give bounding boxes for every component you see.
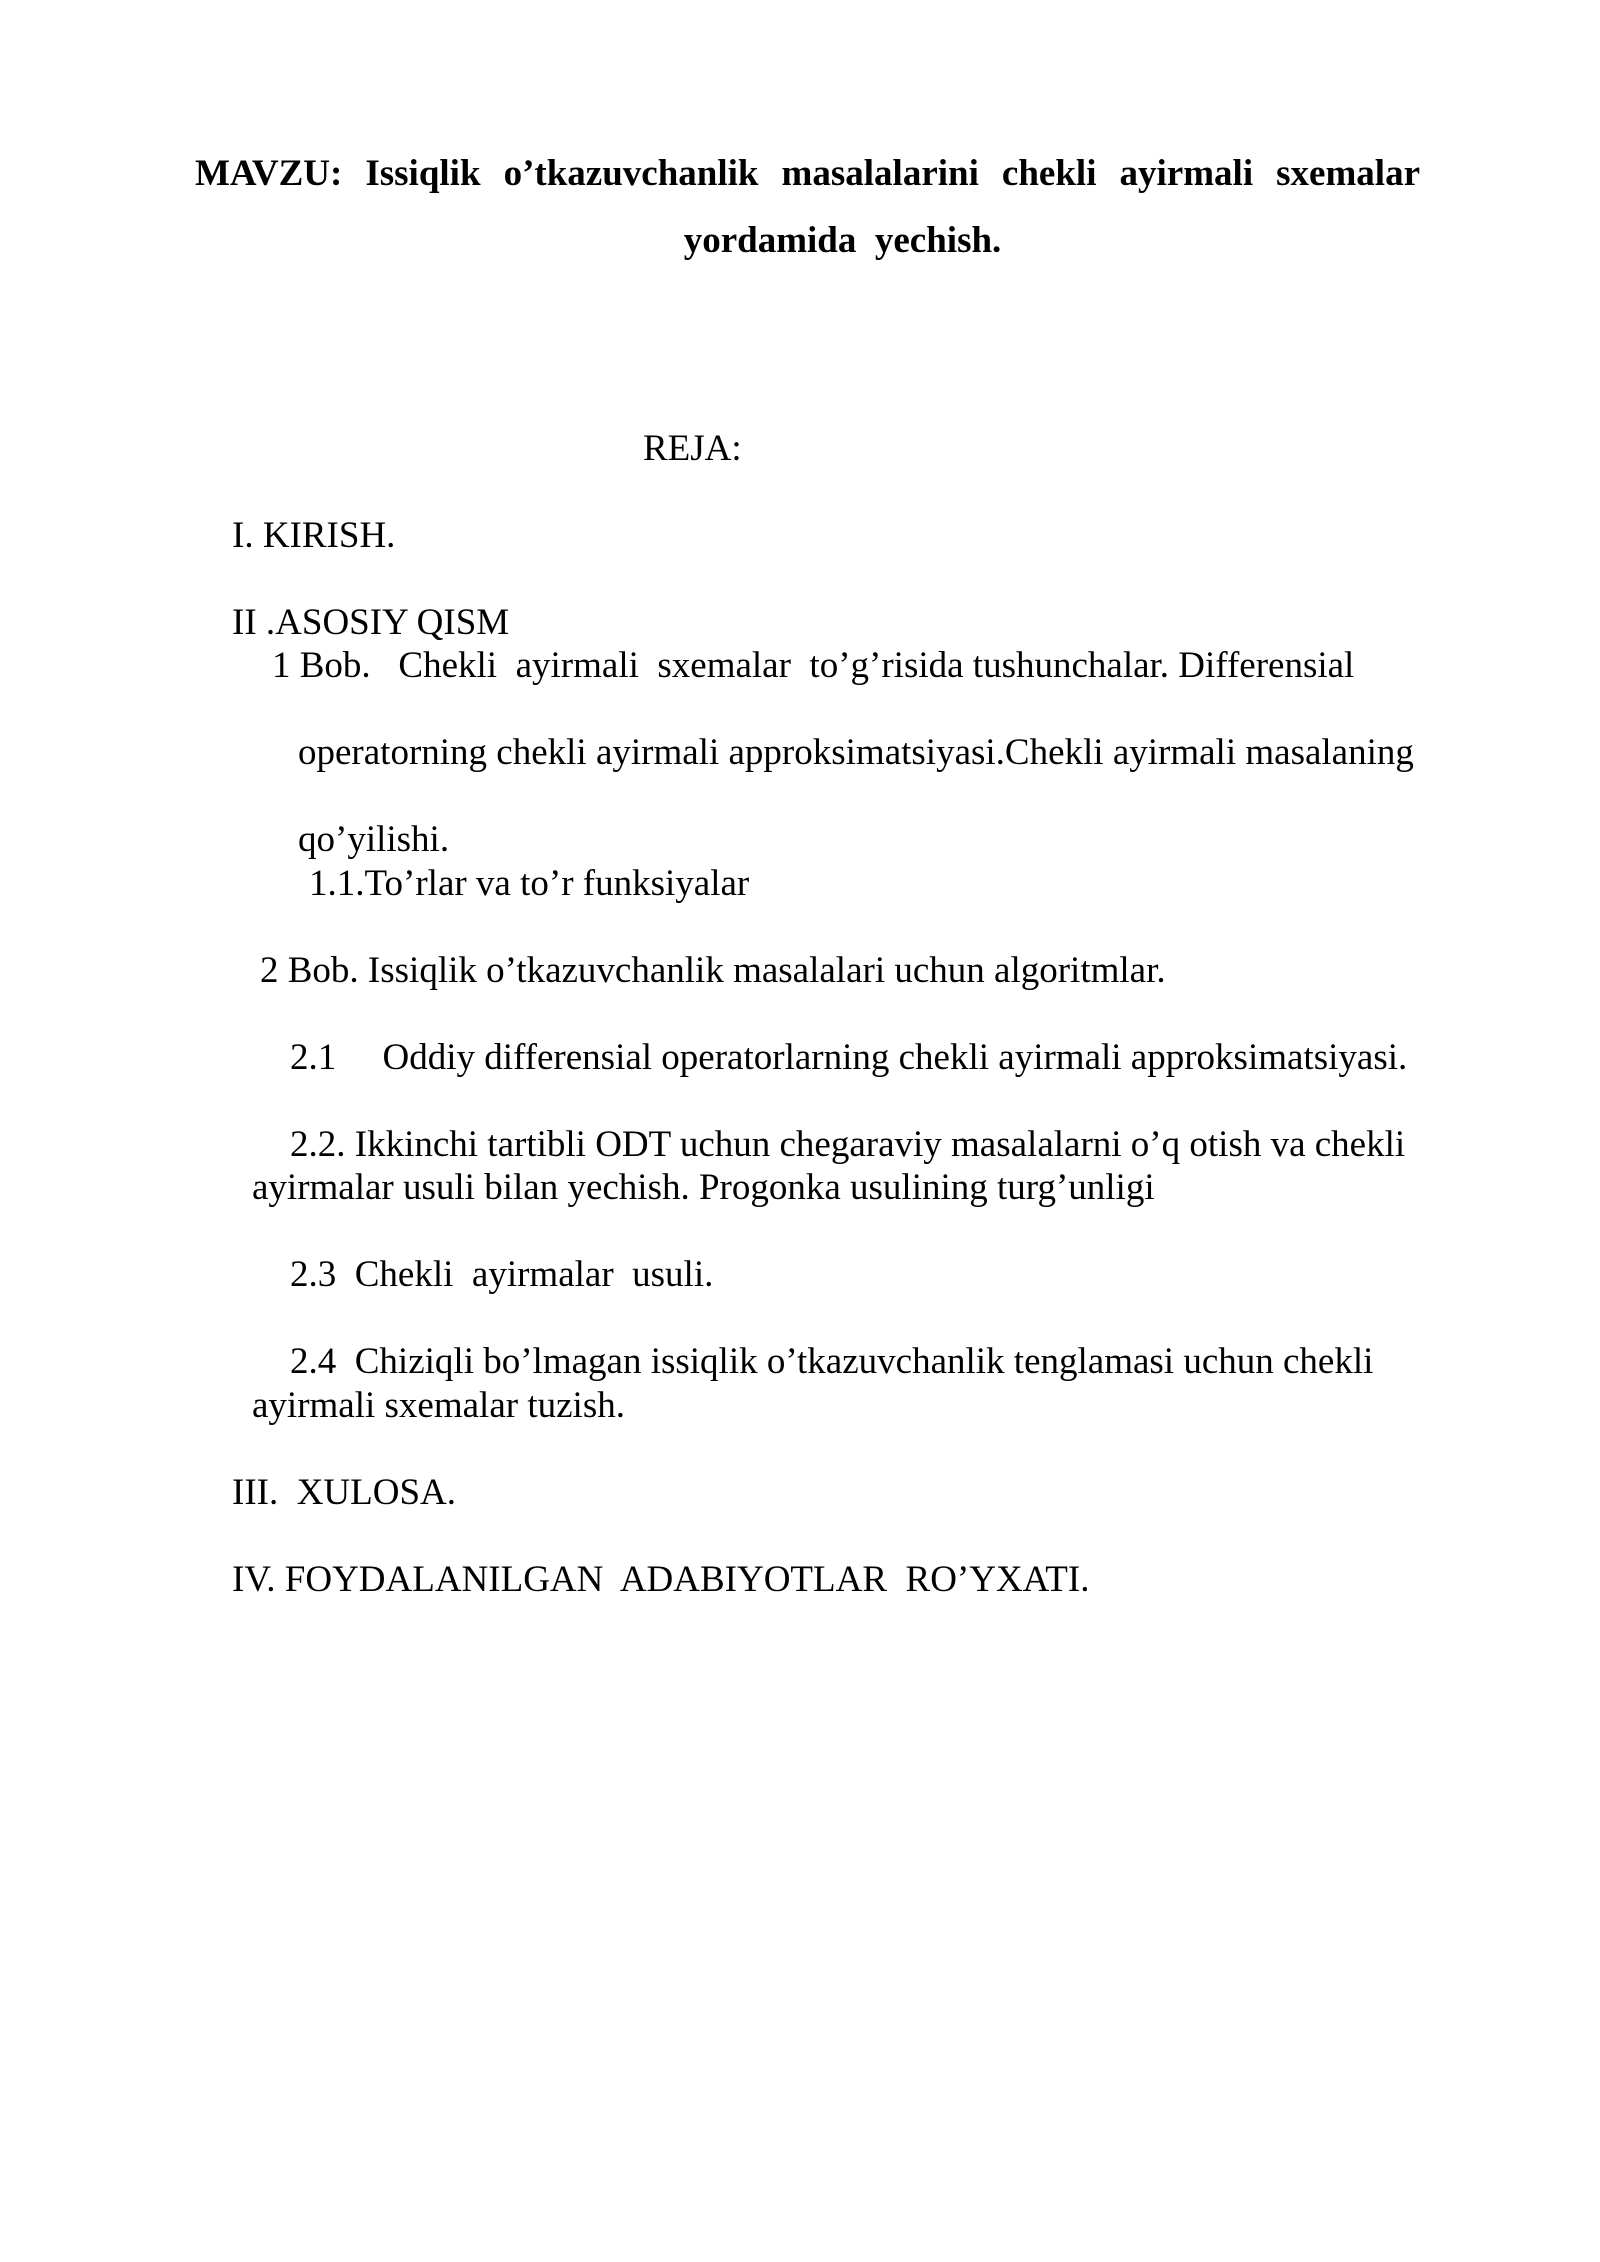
- plan-item-section-2-2-line-2: ayirmalar usuli bilan yechish. Progonka usulining turg’unligi: [252, 1167, 1155, 1208]
- document-title-line-1: MAVZU: Issiqlik o’tkazuvchanlik masalalarini chekli ayirmali sxemalar: [195, 153, 1420, 194]
- plan-item-references: IV. FOYDALANILGAN ADABIYOTLAR RO’YXATI.: [232, 1559, 1090, 1600]
- plan-item-chapter-1-line-2: operatorning chekli ayirmali approksimatsiyasi.Chekli ayirmali masalaning: [298, 732, 1414, 773]
- plan-item-chapter-2: 2 Bob. Issiqlik o’tkazuvchanlik masalalari uchun algoritmlar.: [260, 950, 1166, 991]
- plan-item-section-2-1: 2.1 Oddiy differensial operatorlarning chekli ayirmali approksimatsiyasi.: [290, 1037, 1408, 1078]
- plan-item-chapter-1-line-1: 1 Bob. Chekli ayirmali sxemalar to’g’risida tushunchalar. Differensial: [272, 645, 1355, 686]
- plan-item-intro: I. KIRISH.: [232, 515, 396, 556]
- plan-item-section-2-3: 2.3 Chekli ayirmalar usuli.: [290, 1254, 714, 1295]
- plan-item-conclusion: III. XULOSA.: [232, 1472, 457, 1513]
- plan-item-section-1-1: 1.1.To’rlar va to’r funksiyalar: [309, 863, 750, 904]
- plan-item-chapter-1-line-3: qo’yilishi.: [298, 819, 450, 860]
- plan-item-section-2-2-line-1: 2.2. Ikkinchi tartibli ODT uchun chegaraviy masalalarni o’q otish va chekli: [290, 1124, 1406, 1165]
- plan-item-section-2-4-line-1: 2.4 Chiziqli bo’lmagan issiqlik o’tkazuvchanlik tenglamasi uchun chekli: [290, 1341, 1374, 1382]
- plan-item-section-2-4-line-2: ayirmali sxemalar tuzish.: [252, 1385, 625, 1426]
- plan-item-main-part: II .ASOSIY QISM: [232, 602, 510, 643]
- document-title-line-2: yordamida yechish.: [683, 220, 1002, 261]
- plan-heading: REJA:: [643, 428, 742, 469]
